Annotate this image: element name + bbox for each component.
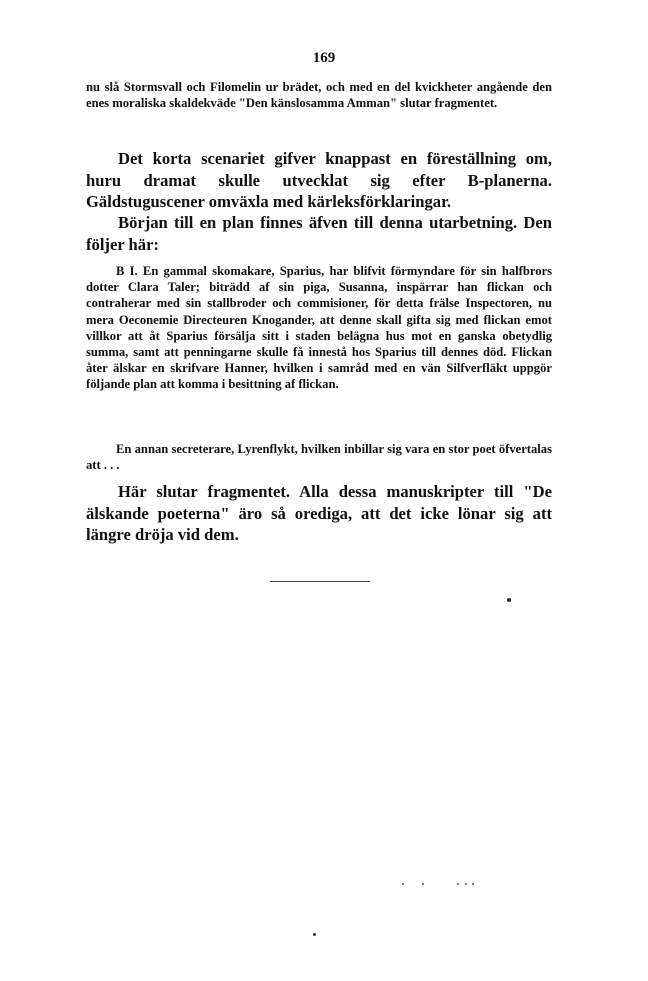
paragraph-scenario-comment: Det korta scenariet gifver knappast en föreställning om, huru dramat skulle utvecklat sig efter B-planerna. Gäldstuguscener omväxla med kärleksförklaringar.	[86, 149, 552, 211]
ink-speck	[402, 883, 404, 885]
ink-speck	[313, 933, 316, 936]
paragraph-conclusion: Här slutar fragmentet. Alla dessa manuskripter till "De älskande poeterna" äro så orediga, att det icke lönar sig att längre dröja vid dem.	[86, 482, 552, 544]
ink-speck	[457, 883, 459, 885]
ink-speck	[472, 883, 474, 885]
quoted-plan-b1: B I. En gammal skomakare, Sparius, har blifvit förmyndare för sin halfbrors dotter Clara Taler; biträdd af sin piga, Susanna, inspärrar han flickan och contraherar med sin stallbroder och commisioner, för detta frälse Inspectoren, nu mera Oeconemie Directeuren Knogander, att denne skall gifta sig med flickan emot villkor att åt Sparius försälja sitt i staden belägna hus mot en ganska obetydlig summa, samt att penningarne skulle få innestå hos Sparius till dennes död. Flickan åter älskar en skrifvare Hanner, hvilken i samråd med en vän Silfverfläkt uppgör följande plan att komma i besittning af flickan.	[86, 264, 552, 392]
ink-speck	[507, 598, 511, 602]
ink-speck	[465, 883, 467, 885]
paragraph-plan-intro: Början till en plan finnes äfven till denna utarbetning. Den följer här:	[86, 213, 552, 254]
ink-speck	[422, 883, 424, 885]
quoted-plan-continuation: En annan secreterare, Lyrenflykt, hvilken inbillar sig vara en stor poet öfvertalas att . . .	[86, 442, 552, 473]
section-divider	[270, 581, 370, 582]
page-number: 169	[312, 50, 336, 66]
paragraph-fragment-ending: nu slå Stormsvall och Filomelin ur brädet, och med en del kvickheter angående den enes moraliska skaldekväde "Den känslosamma Amman" slutar fragmentet.	[86, 80, 552, 111]
